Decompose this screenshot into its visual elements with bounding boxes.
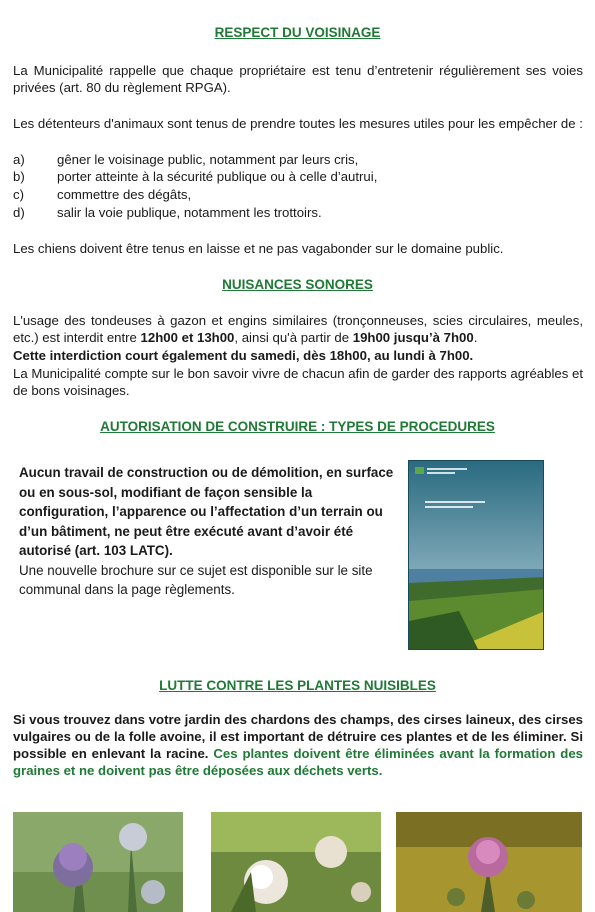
construire-normal-text: Une nouvelle brochure sur ce sujet est disponible sur le site communal dans la page règlements. [19,562,373,597]
construire-text [19,463,404,600]
heading-nuisances: NUISANCES SONORES [222,277,373,292]
nuisances-paragraph-3: La Municipalité compte sur le bon savoir vivre de chacun afin de garder des rapports agréables et de bons voisinages. [13,366,583,398]
voisinage-paragraph-2: Les détenteurs d'animaux sont tenus de prendre toutes les mesures utiles pour les empêcher de : [13,116,583,131]
nuisances-paragraph-1: L'usage des tondeuses à gazon et engins similaires (tronçonneuses, scies circulaires, meules, etc.) est interdit entre 12h00 et 13h00, ainsi qu'à partir de 19h00 jusqu’à 7h00. [13,313,583,345]
list-item: a) gêner le voisinage public, notamment par leurs cris, [13,152,359,167]
plantes-paragraph [13,711,583,779]
brochure-cover-image [408,460,544,650]
heading-voisinage: RESPECT DU VOISINAGE [214,25,381,40]
thistle-photo-2 [211,812,381,912]
plantes-bold-text: Si vous trouvez dans votre jardin des chardons des champs, des cirses laineux, des cirses vulgaires ou de la folle avoine, il est important de détruire ces plantes et de les éliminer. Si possible en enlevant la racine. [13,712,583,761]
plantes-green-text: Ces plantes doivent être éliminées avant la formation des graines et ne doivent pas être déposées aux déchets verts. [13,746,583,778]
thistle-photo-1 [13,812,183,912]
voisinage-paragraph-3: Les chiens doivent être tenus en laisse et ne pas vagabonder sur le domaine public. [13,241,504,256]
list-item: b) porter atteinte à la sécurité publique ou à celle d’autrui, [13,169,378,184]
nuisances-paragraph-2: Cette interdiction court également du samedi, dès 18h00, au lundi à 7h00. [13,348,474,363]
voisinage-paragraph-1: La Municipalité rappelle que chaque propriétaire est tenu d’entretenir régulièrement ses voies privées (art. 80 du règlement RPGA). [13,63,583,95]
list-item: d) salir la voie publique, notamment les trottoirs. [13,205,322,220]
construire-bold-text: Aucun travail de construction ou de démolition, en surface ou en sous-sol, modifiant de façon sensible la configuration, l’apparence ou l’affectation d’un terrain ou d’un bâtiment, ne peut être exécuté avant d’avoir été autorisé (art. 103 LATC). [19,465,394,558]
heading-plantes: LUTTE CONTRE LES PLANTES NUISIBLES [159,678,436,693]
list-item: c) commettre des dégâts, [13,187,192,202]
heading-construire: AUTORISATION DE CONSTRUIRE : TYPES DE PROCEDURES [100,419,495,434]
thistle-photo-3 [396,812,582,912]
